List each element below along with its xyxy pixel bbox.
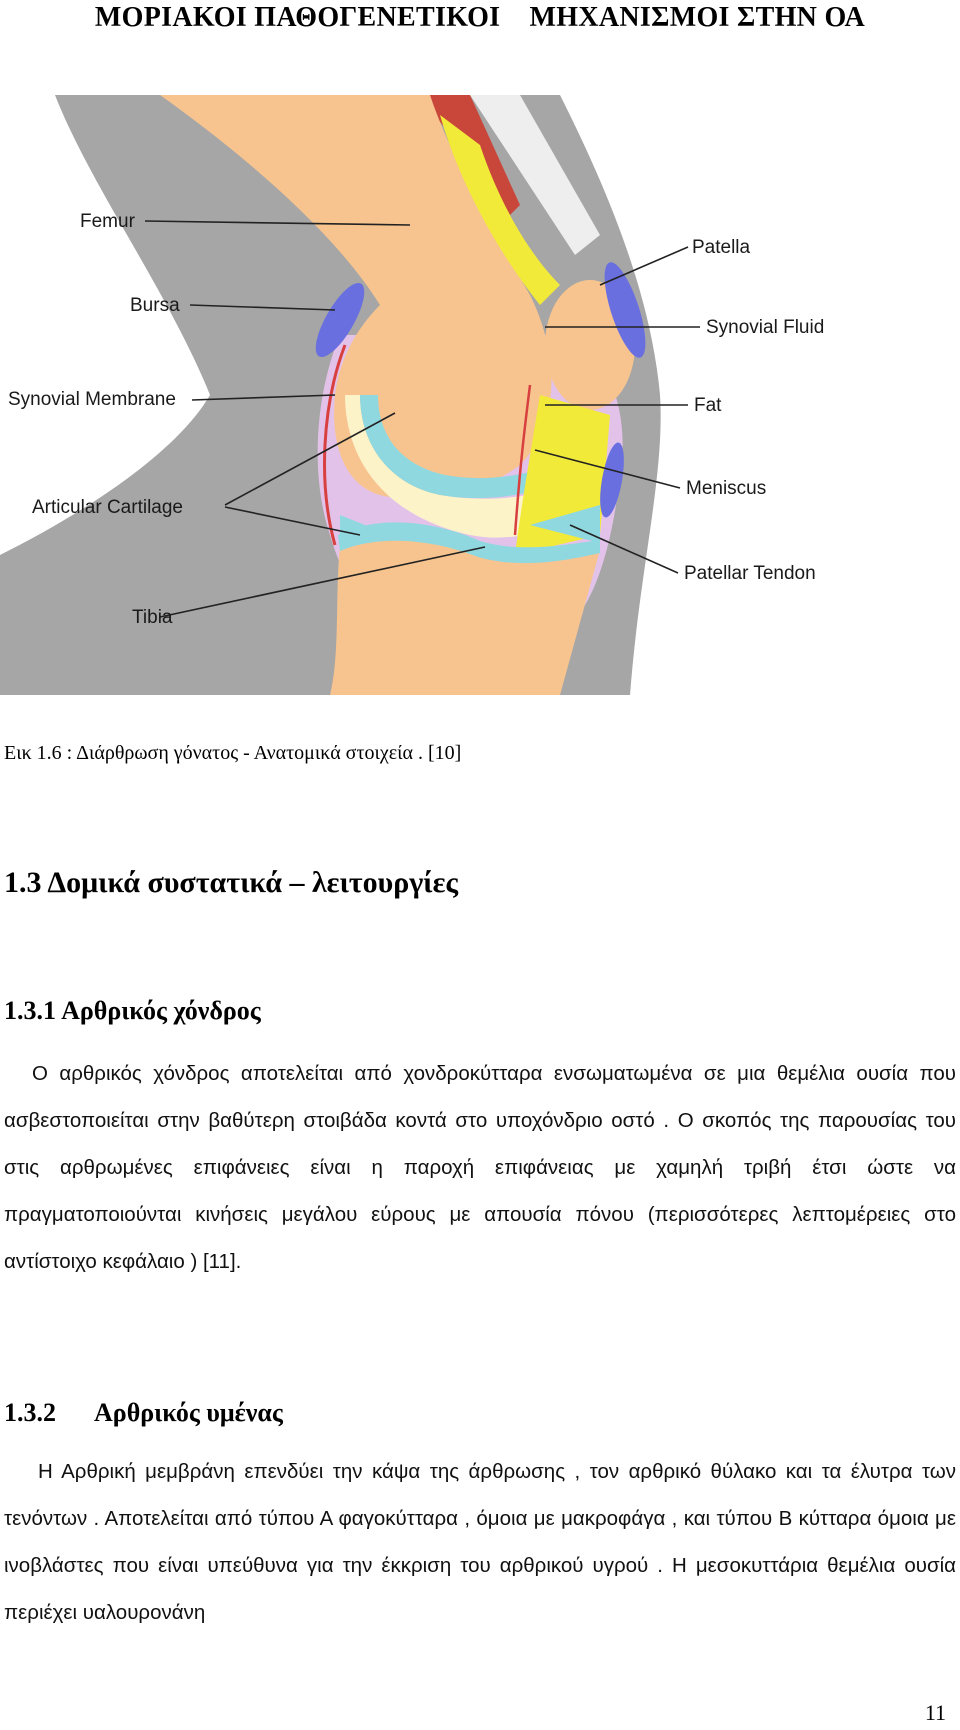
label-patellar-tendon: Patellar Tendon xyxy=(684,563,816,584)
page-header-title: ΜΟΡΙΑΚΟΙ ΠΑΘΟΓΕΝΕΤΙΚΟΙ ΜΗΧΑΝΙΣΜΟΙ ΣΤΗΝ ΟΑ xyxy=(94,2,866,33)
label-patella: Patella xyxy=(692,237,751,258)
section-heading: 1.3 Δομικά συστατικά – λειτουργίες xyxy=(4,866,459,899)
figure-caption: Εικ 1.6 : Διάρθρωση γόνατος - Ανατομικά στοιχεία . [10] xyxy=(4,742,462,764)
label-synovial-membrane: Synovial Membrane xyxy=(8,389,176,410)
label-articular-cartilage: Articular Cartilage xyxy=(32,497,183,518)
label-femur: Femur xyxy=(80,211,135,232)
label-bursa: Bursa xyxy=(130,295,180,316)
subsection-number: 1.3.2 xyxy=(4,1398,56,1427)
label-meniscus: Meniscus xyxy=(686,478,767,499)
label-tibia: Tibia xyxy=(132,607,173,628)
subsection-title: Αρθρικός υμένας xyxy=(94,1398,283,1427)
knee-anatomy-figure xyxy=(0,95,960,695)
page-number: 11 xyxy=(924,1700,946,1725)
label-synovial-fluid: Synovial Fluid xyxy=(706,317,825,338)
label-fat: Fat xyxy=(694,395,722,416)
paragraph-synovial-membrane: Η Αρθρική μεμβράνη επενδύει την κάψα της άρθρωσης , τον αρθρικό θύλακο και τα έλυτρα των τενόντων . Αποτελείται από τύπου Α φαγοκύτταρα , όμοια με μακροφάγα , και τύπου Β κύτταρα όμοια με ινοβλάστες που είναι υπεύθυνα για την έκκριση του αρθρικού υγρού . Η μεσοκυττάρια θεμέλια ουσία περιέχει υαλουρονάνη xyxy=(4,1460,956,1624)
subsection-heading-synovial-membrane xyxy=(4,1398,283,1428)
paragraph-articular-cartilage: Ο αρθρικός χόνδρος αποτελείται από χονδροκύτταρα ενσωματωμένα σε μια θεμέλια ουσία που ασβεστοποιείται στην βαθύτερη στοιβάδα κοντά στο υποχόνδριο οστό . Ο σκοπός της παρουσίας του στις αρθρωμένες επιφάνειες είναι η παροχή επιφάνειας με χαμηλή τριβή έτσι ώστε να πραγματοποιούνται κινήσεις μεγάλου εύρους με απουσία πόνου (περισσότερες λεπτομέρειες στο αντίστοιχο κεφάλαιο ) [11]. xyxy=(4,1062,956,1273)
subsection-heading-articular-cartilage: 1.3.1 Αρθρικός χόνδρος xyxy=(4,996,261,1025)
